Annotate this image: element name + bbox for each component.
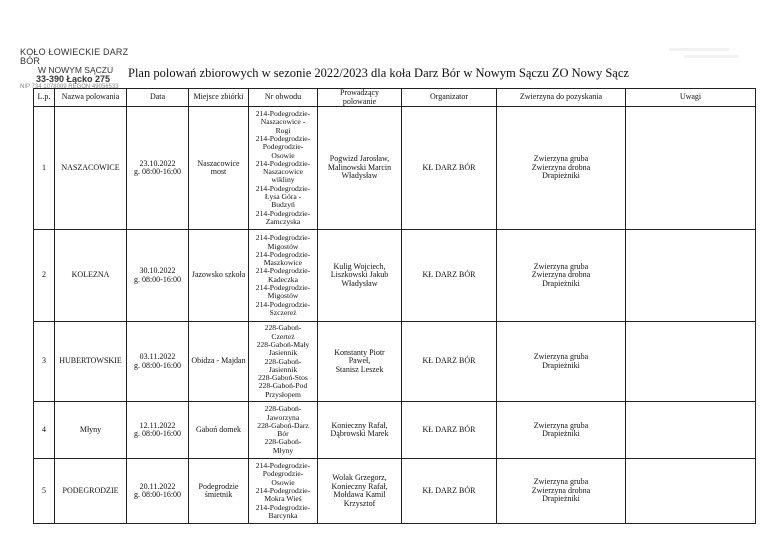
cell-hunt-name: NASZACOWICE	[55, 107, 127, 230]
stamp-address: 33-390 Łącko 275	[36, 73, 111, 84]
cell-hunt-leader-line: Konieczny Rafał,	[331, 420, 388, 430]
cell-organizer: KŁ DARZ BÓR	[402, 107, 497, 230]
cell-meeting-place	[189, 107, 249, 230]
cell-district-number-line: Jasiennik	[268, 364, 298, 374]
cell-lp: 4	[34, 402, 55, 459]
cell-district-number-line: 228-Gaboń-Pod	[258, 381, 308, 391]
cell-organizer: KŁ DARZ BÓR	[402, 402, 497, 459]
cell-game-to-harvest-line: Zwierzyna gruba	[533, 154, 589, 164]
header-notes: Uwagi	[626, 89, 756, 107]
header-hunt-leader-line2: polowanie	[342, 96, 377, 106]
cell-district-number-line: Podegrodzie-	[262, 469, 304, 479]
table-row	[34, 459, 756, 524]
faded-stamp-mark	[664, 40, 754, 70]
cell-hunt-leader-line: Liszkowski Jakub	[330, 270, 389, 280]
cell-hunt-leader-line: Pogwizd Jarosław,	[329, 154, 390, 164]
cell-district-number-line: Barcynka	[268, 510, 298, 520]
cell-game-to-harvest-line: Zwierzyna drobna	[531, 270, 591, 280]
cell-district-number-line: 214-Podegrodzie-	[255, 282, 311, 292]
cell-district-number-line: 214-Podegrodzie-	[255, 299, 311, 309]
cell-lp: 3	[34, 322, 55, 402]
cell-district-number-line: 214-Podegrodzie-	[255, 208, 311, 218]
header-date: Data	[127, 89, 189, 107]
cell-district-number-line: 228-Gaboń-	[264, 323, 302, 333]
cell-hunt-leader-line: Kulig Wojciech,	[333, 261, 386, 271]
cell-district-number-line: Kadeczka	[268, 274, 298, 284]
cell-date	[127, 107, 189, 230]
cell-hunt-leader	[318, 459, 402, 524]
cell-meeting-place-line: śmietnik	[204, 490, 233, 500]
header-game-to-harvest: Zwierzyna do pozyskania	[497, 89, 626, 107]
cell-meeting-place	[189, 402, 249, 459]
cell-game-to-harvest-line: Drapieżniki	[542, 494, 580, 504]
header-district-number: Nr obwodu	[249, 89, 318, 107]
cell-district-number-line: 228-Gaboń-	[264, 356, 302, 366]
cell-game-to-harvest-line: Zwierzyna drobna	[531, 162, 591, 172]
header-meeting-place: Miejsce zbiórki	[189, 89, 249, 107]
stamp-nip-regon: NIP 734 1078009 REGON 49056533	[20, 83, 119, 90]
cell-district-number	[249, 322, 318, 402]
table-header-row	[34, 89, 756, 107]
cell-district-number-line: Mokra Wieś	[264, 494, 302, 504]
cell-date-hours: g. 08:00-16:00	[133, 167, 182, 177]
cell-district-number	[249, 459, 318, 524]
cell-hunt-name: KOLEZNA	[55, 230, 127, 322]
table-row	[34, 402, 756, 459]
cell-district-number-line: wikliny	[271, 175, 295, 185]
cell-organizer: KŁ DARZ BÓR	[402, 322, 497, 402]
cell-district-number-line: 228-Gaboń-Darz	[257, 420, 309, 430]
cell-game-to-harvest-line: Drapieżniki	[542, 278, 580, 288]
cell-district-number-line: Budzyń	[271, 200, 295, 210]
cell-district-number-line: Migostów	[267, 291, 299, 301]
cell-district-number	[249, 107, 318, 230]
cell-district-number-line: Jaworzyna	[266, 412, 300, 422]
stamp-club-name: KOŁO ŁOWIECKIE DARZ BÓR	[20, 47, 129, 66]
cell-district-number-line: 214-Podegrodzie-	[255, 183, 311, 193]
hunt-plan-table	[33, 88, 756, 524]
cell-hunt-leader-line: Władysław	[341, 171, 378, 181]
cell-date-hours: g. 08:00-16:00	[133, 360, 182, 370]
cell-notes	[626, 322, 756, 402]
cell-game-to-harvest-line: Drapieżniki	[542, 171, 580, 181]
cell-hunt-name: Młyny	[55, 402, 127, 459]
cell-game-to-harvest	[497, 107, 626, 230]
cell-meeting-place	[189, 459, 249, 524]
cell-date	[127, 322, 189, 402]
cell-lp: 5	[34, 459, 55, 524]
cell-district-number-line: 228-Gaboń-	[264, 437, 302, 447]
cell-date	[127, 402, 189, 459]
cell-meeting-place-line: Gaboń domek	[195, 424, 242, 434]
cell-date	[127, 459, 189, 524]
cell-organizer: KŁ DARZ BÓR	[402, 230, 497, 322]
cell-game-to-harvest	[497, 230, 626, 322]
cell-meeting-place	[189, 322, 249, 402]
cell-lp: 1	[34, 107, 55, 230]
cell-game-to-harvest	[497, 459, 626, 524]
table-row	[34, 322, 756, 402]
cell-notes	[626, 402, 756, 459]
cell-district-number-line: 228-Gaboń-Mały	[256, 339, 310, 349]
cell-district-number-line: 214-Podegrodzie-	[255, 461, 311, 471]
cell-meeting-place-line: Naszacowice	[197, 158, 240, 168]
cell-date-day: 12.11.2022	[139, 420, 176, 430]
cell-meeting-place-line: Obidza - Majdan	[191, 356, 246, 366]
cell-district-number-line: Zamczyska	[265, 216, 301, 226]
cell-game-to-harvest-line: Zwierzyna gruba	[533, 477, 589, 487]
cell-district-number-line: Szczereż	[269, 307, 297, 317]
cell-hunt-leader-line: Malinowski Marcin	[327, 162, 392, 172]
header-organizer: Organizator	[402, 89, 497, 107]
cell-game-to-harvest-line: Zwierzyna gruba	[533, 420, 589, 430]
cell-hunt-leader	[318, 230, 402, 322]
cell-hunt-name: PODEGRODZIE	[55, 459, 127, 524]
cell-district-number-line: Jasiennik	[268, 348, 298, 358]
cell-hunt-leader-line: Konstanty Piotr	[334, 347, 385, 357]
cell-date-day: 03.11.2022	[139, 352, 176, 362]
cell-district-number-line: Naszacowice -	[260, 117, 306, 127]
stamp-city: W NOWYM SĄCZU	[38, 65, 114, 75]
cell-game-to-harvest-line: Zwierzyna gruba	[533, 352, 589, 362]
cell-district-number	[249, 230, 318, 322]
cell-district-number-line: Osowie	[271, 150, 295, 160]
cell-date	[127, 230, 189, 322]
cell-meeting-place-line: most	[210, 167, 227, 177]
cell-game-to-harvest-line: Zwierzyna drobna	[531, 485, 591, 495]
cell-date-day: 23.10.2022	[139, 158, 176, 168]
cell-district-number-line: 214-Podegrodzie-	[255, 233, 311, 243]
header-lp: L.p.	[34, 89, 55, 107]
cell-meeting-place-line: Jazowsko szkoła	[191, 270, 246, 280]
page-title: Plan polowań zbiorowych w sezonie 2022/2023 dla koła Darz Bór w Nowym Sączu ZO Nowy Sącz	[128, 66, 629, 80]
cell-district-number-line: Naszacowice	[262, 167, 304, 177]
cell-hunt-leader-line: Dąbrowski Marek	[330, 429, 389, 439]
cell-district-number-line: Maszkowice	[263, 258, 303, 268]
cell-date-day: 20.11.2022	[139, 481, 176, 491]
cell-hunt-leader-line: Mołdawa Kamil	[333, 490, 386, 500]
cell-district-number-line: 214-Podegrodzie-	[255, 502, 311, 512]
cell-date-hours: g. 08:00-16:00	[133, 429, 182, 439]
cell-district-number-line: 214-Podegrodzie-	[255, 158, 311, 168]
cell-hunt-leader-line: Konieczny Rafał,	[331, 481, 388, 491]
cell-date-day: 30.10.2022	[139, 266, 176, 276]
cell-hunt-leader-line: Władysław	[341, 278, 378, 288]
cell-district-number-line: 214-Podegrodzie-	[255, 109, 311, 119]
cell-district-number-line: 214-Podegrodzie-	[255, 249, 311, 259]
table-row	[34, 107, 756, 230]
cell-game-to-harvest	[497, 322, 626, 402]
cell-district-number-line: Podegrodzie-	[262, 142, 304, 152]
cell-notes	[626, 459, 756, 524]
cell-hunt-leader-line: Krzysztof	[343, 498, 376, 508]
header-hunt-leader-line1: Prowadzący	[339, 88, 380, 97]
cell-lp: 2	[34, 230, 55, 322]
cell-district-number-line: Młyny	[272, 445, 294, 455]
cell-notes	[626, 107, 756, 230]
cell-organizer: KŁ DARZ BÓR	[402, 459, 497, 524]
cell-district-number-line: 214-Podegrodzie-	[255, 134, 311, 143]
cell-district-number-line: Osowie	[271, 477, 295, 487]
cell-district-number	[249, 402, 318, 459]
cell-district-number-line: 228-Gaboń-Stos	[258, 373, 308, 383]
cell-district-number-line: Łysa Góra -	[264, 192, 302, 202]
cell-district-number-line: Czerteż	[271, 331, 295, 341]
cell-district-number-line: Rogi	[275, 125, 291, 135]
cell-hunt-leader-line: Paweł,	[348, 356, 371, 366]
cell-hunt-leader	[318, 107, 402, 230]
cell-hunt-leader	[318, 322, 402, 402]
cell-game-to-harvest-line: Zwierzyna gruba	[533, 261, 589, 271]
header-hunt-name: Nazwa polowania	[55, 89, 127, 107]
cell-district-number-line: 214-Podegrodzie-	[255, 486, 311, 496]
cell-meeting-place-line: Podegrodzie	[198, 481, 239, 491]
cell-district-number-line: 214-Podegrodzie-	[255, 266, 311, 276]
cell-district-number-line: Migostów	[267, 241, 299, 251]
cell-game-to-harvest-line: Drapieżniki	[542, 429, 580, 439]
cell-district-number-line: 228-Gaboń-	[264, 404, 302, 414]
cell-hunt-leader-line: Stanisz Leszek	[335, 364, 384, 374]
cell-hunt-leader-line: Wolak Grzegorz,	[332, 473, 387, 482]
cell-date-hours: g. 08:00-16:00	[133, 490, 182, 500]
table-row	[34, 230, 756, 322]
cell-hunt-name: HUBERTOWSKIE	[55, 322, 127, 402]
cell-meeting-place	[189, 230, 249, 322]
cell-district-number-line: Bór	[277, 429, 289, 439]
cell-game-to-harvest-line: Drapieżniki	[542, 360, 580, 370]
cell-district-number-line: Przysłopem	[265, 389, 301, 399]
cell-date-hours: g. 08:00-16:00	[133, 274, 182, 284]
cell-notes	[626, 230, 756, 322]
cell-game-to-harvest	[497, 402, 626, 459]
cell-hunt-leader	[318, 402, 402, 459]
header-hunt-leader	[318, 89, 402, 107]
